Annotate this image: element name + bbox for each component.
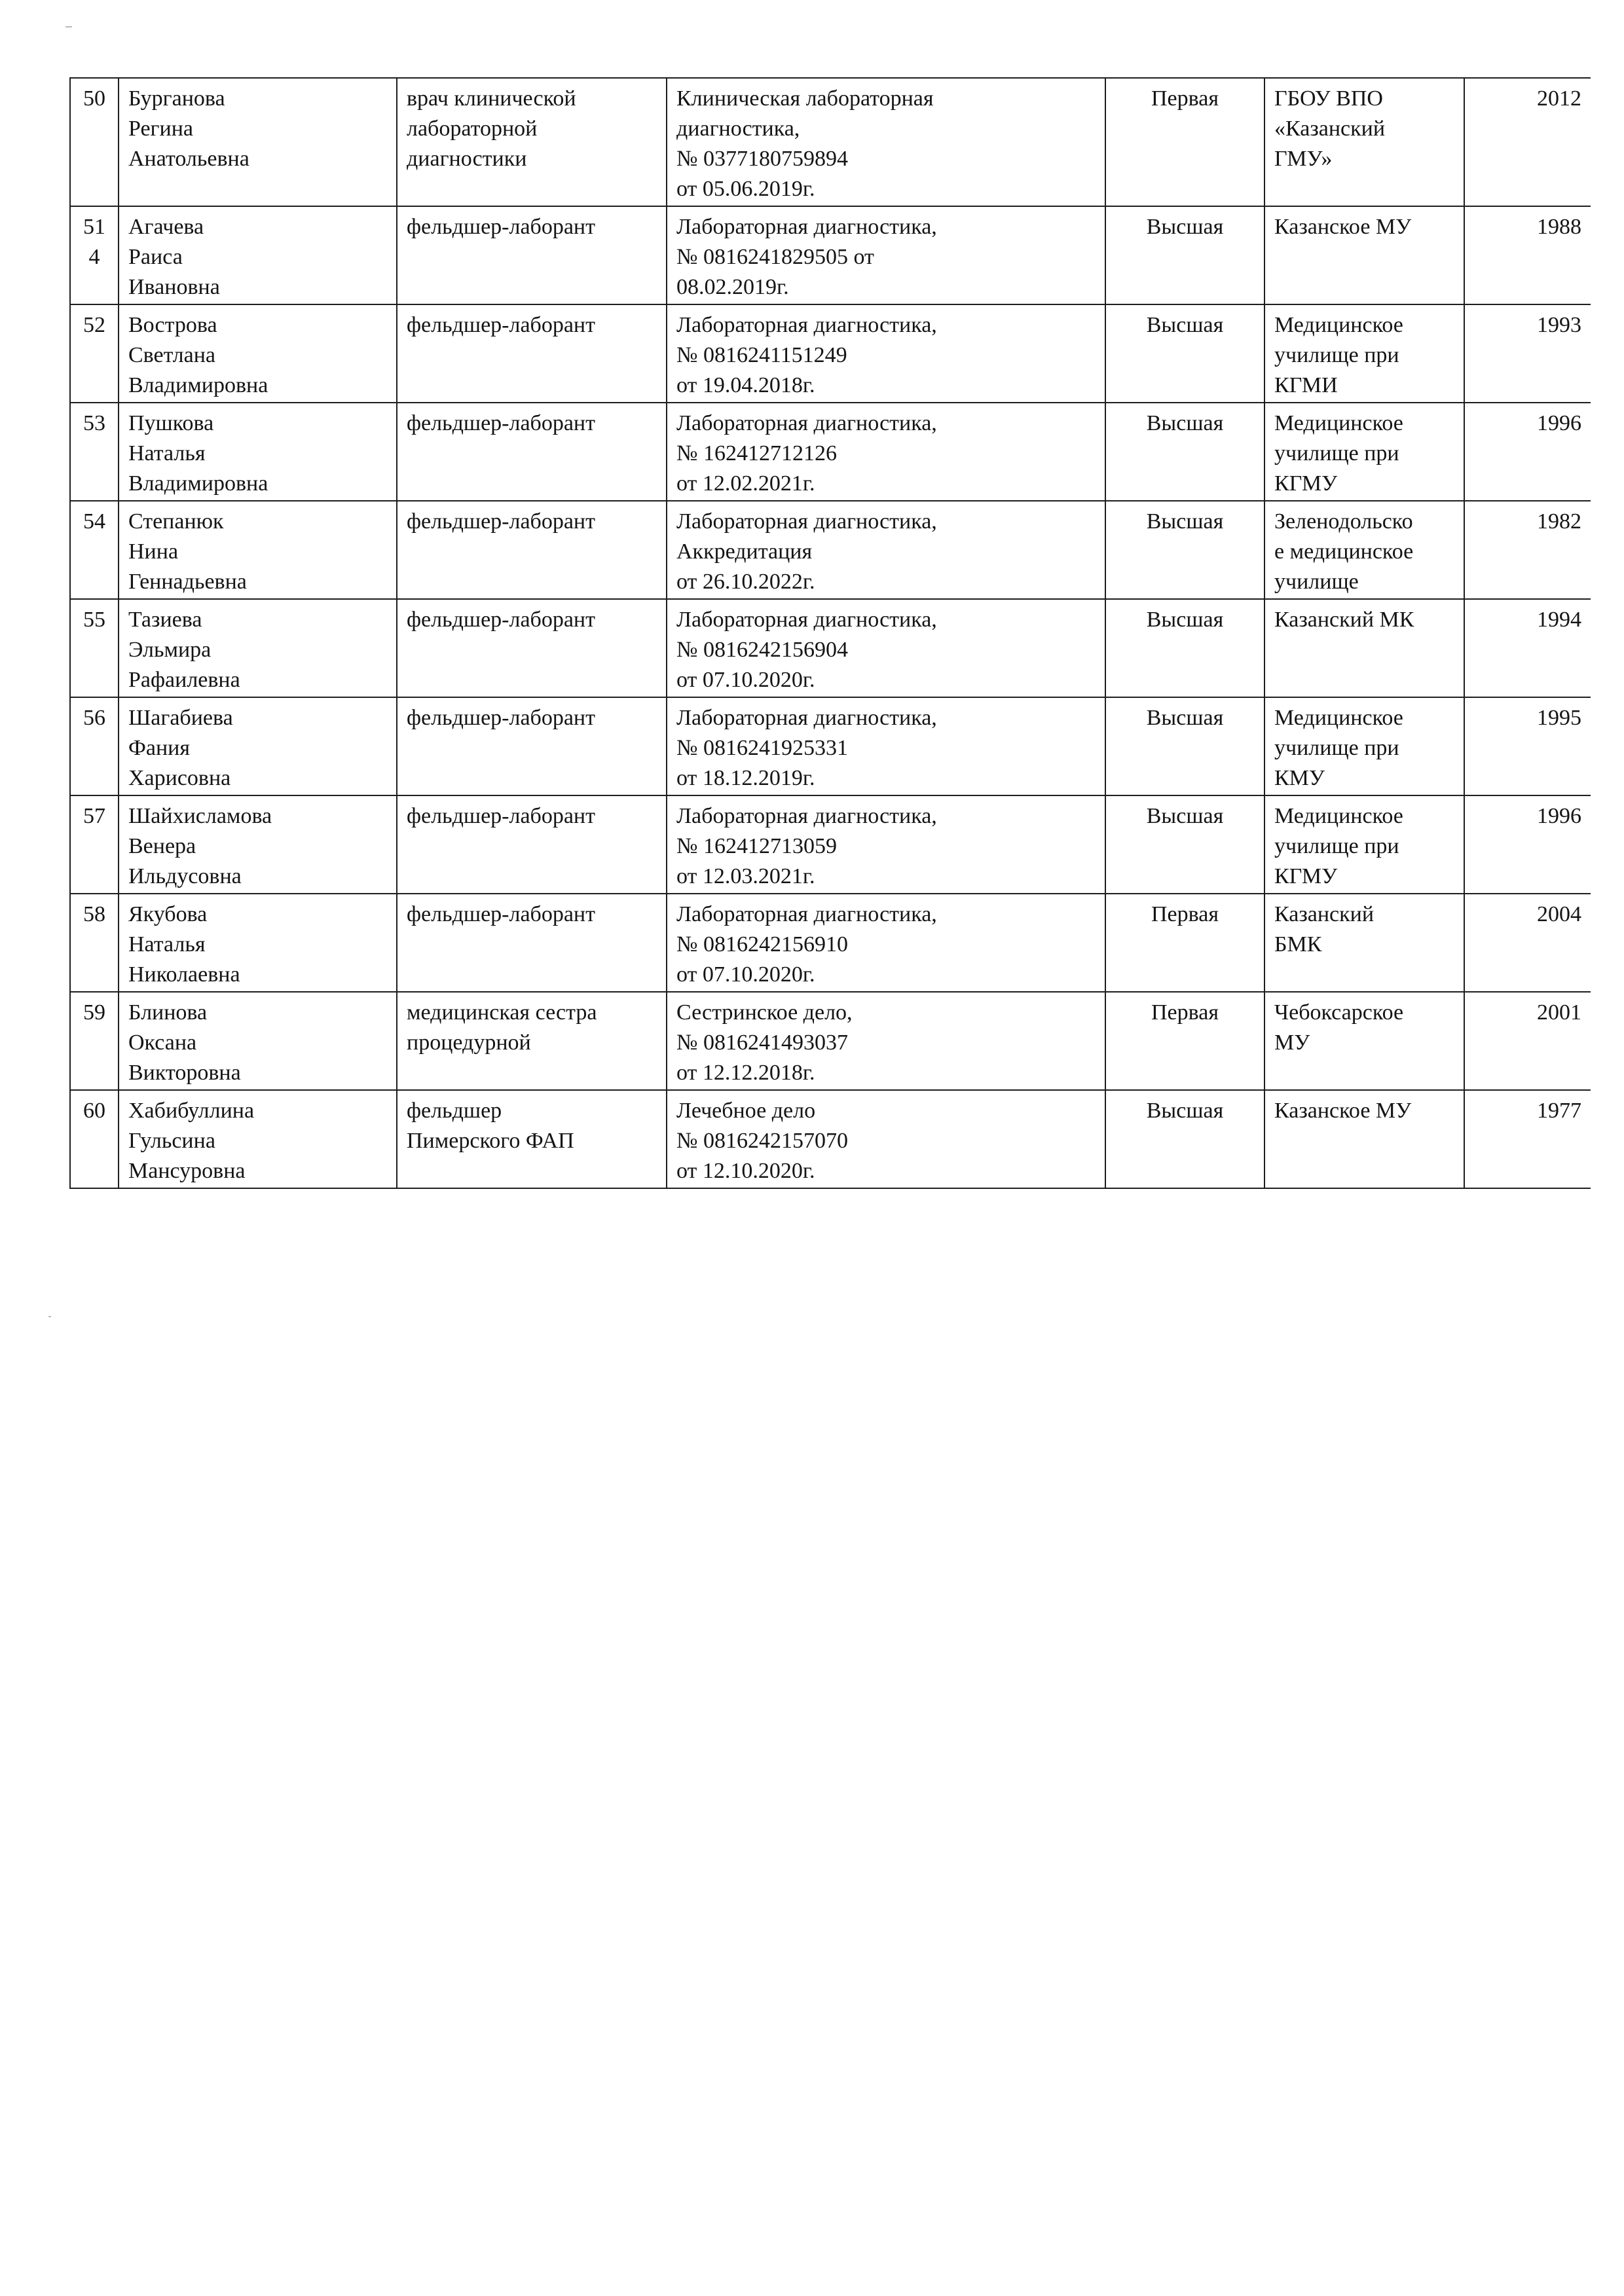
table-row — [70, 501, 1591, 599]
employee-name-line: Мансуровна — [128, 1159, 246, 1183]
education-institution-line: училище при — [1274, 834, 1399, 858]
employee-certificate-line: Сестринское дело, — [676, 1000, 853, 1025]
education-institution-line: Медицинское — [1274, 706, 1403, 730]
qualification-category: Высшая — [1105, 501, 1264, 599]
employee-certificate-line: № 162412713059 — [676, 834, 837, 858]
graduation-year: 1996 — [1464, 795, 1591, 894]
table-row — [70, 992, 1591, 1090]
graduation-year: 1995 — [1464, 697, 1591, 795]
employee-certificate-line: № 0816242157070 — [676, 1129, 848, 1153]
employee-certificate-line: диагностика, — [676, 117, 800, 141]
education-institution — [1264, 697, 1464, 795]
employee-name-line: Шагабиева — [128, 706, 233, 730]
employee-certificate-line: Лабораторная диагностика, — [676, 411, 937, 435]
employee-certificate — [667, 697, 1105, 795]
row-number: 52 — [70, 304, 119, 403]
graduation-year: 1994 — [1464, 599, 1591, 697]
employee-certificate-line: от 26.10.2022г. — [676, 570, 815, 594]
employee-name — [119, 304, 397, 403]
employee-certificate — [667, 78, 1105, 206]
employee-name-line: Ивановна — [128, 275, 220, 299]
employee-name — [119, 697, 397, 795]
employee-name-line: Фания — [128, 736, 190, 760]
employee-certificate-line: Аккредитация — [676, 539, 813, 564]
graduation-year: 1996 — [1464, 403, 1591, 501]
employee-certificate-line: 08.02.2019г. — [676, 275, 789, 299]
education-institution-line: училище при — [1274, 736, 1399, 760]
employee-name-line: Владимировна — [128, 373, 268, 397]
employee-certificate — [667, 599, 1105, 697]
employee-position — [397, 795, 667, 894]
employee-name-line: Харисовна — [128, 766, 231, 790]
employee-name-line: Нина — [128, 539, 179, 564]
employee-certificate — [667, 403, 1105, 501]
employee-name-line: Якубова — [128, 902, 208, 926]
employee-position — [397, 501, 667, 599]
education-institution-line: «Казанский — [1274, 117, 1386, 141]
employee-position-line: врач клинической — [407, 86, 576, 111]
employee-name-line: Оксана — [128, 1030, 197, 1055]
employee-certificate — [667, 1090, 1105, 1188]
qualification-category: Высшая — [1105, 403, 1264, 501]
employee-name-line: Агачева — [128, 215, 204, 239]
table-row — [70, 1090, 1591, 1188]
employee-certificate-line: от 12.03.2021г. — [676, 864, 815, 888]
education-institution — [1264, 206, 1464, 304]
employee-certificate-line: Лабораторная диагностика, — [676, 804, 937, 828]
employee-certificate-line: от 07.10.2020г. — [676, 668, 815, 692]
employee-position-line: процедурной — [407, 1030, 531, 1055]
employee-name-line: Эльмира — [128, 638, 212, 662]
employee-certificate-line: Лечебное дело — [676, 1099, 816, 1123]
table-row — [70, 697, 1591, 795]
education-institution-line: училище при — [1274, 343, 1399, 367]
employee-name — [119, 1090, 397, 1188]
employee-name-line: Венера — [128, 834, 196, 858]
employee-name — [119, 894, 397, 992]
employee-name-line: Николаевна — [128, 962, 240, 987]
table-row — [70, 599, 1591, 697]
education-institution — [1264, 599, 1464, 697]
employee-name — [119, 501, 397, 599]
qualification-category: Первая — [1105, 894, 1264, 992]
employee-name-line: Наталья — [128, 932, 206, 957]
qualification-category: Высшая — [1105, 206, 1264, 304]
employee-name-line: Пушкова — [128, 411, 214, 435]
education-institution — [1264, 304, 1464, 403]
employee-certificate-line: Лабораторная диагностика, — [676, 902, 937, 926]
employee-position-line: диагностики — [407, 147, 527, 171]
employee-certificate-line: от 18.12.2019г. — [676, 766, 815, 790]
employee-position-line: фельдшер-лаборант — [407, 902, 595, 926]
employee-certificate-line: № 0816241925331 — [676, 736, 848, 760]
education-institution — [1264, 1090, 1464, 1188]
employee-position-line: фельдшер-лаборант — [407, 215, 595, 239]
table-row — [70, 206, 1591, 304]
education-institution-line: КГМУ — [1274, 864, 1338, 888]
employee-name-line: Степанюк — [128, 509, 224, 534]
education-institution-line: Медицинское — [1274, 411, 1403, 435]
employee-position — [397, 304, 667, 403]
education-institution-line: ГБОУ ВПО — [1274, 86, 1383, 111]
education-institution-line: Казанское МУ — [1274, 215, 1412, 239]
employee-certificate — [667, 795, 1105, 894]
education-institution — [1264, 992, 1464, 1090]
education-institution-line: Медицинское — [1274, 313, 1403, 337]
employee-name — [119, 78, 397, 206]
graduation-year: 1982 — [1464, 501, 1591, 599]
employee-name-line: Блинова — [128, 1000, 208, 1025]
employee-name-line: Раиса — [128, 245, 183, 269]
employee-name-line: Тазиева — [128, 608, 202, 632]
staff-table-body — [70, 78, 1591, 1188]
graduation-year: 1993 — [1464, 304, 1591, 403]
employee-certificate-line: № 0377180759894 — [676, 147, 848, 171]
employee-name — [119, 795, 397, 894]
education-institution-line: Медицинское — [1274, 804, 1403, 828]
employee-position-line: фельдшер-лаборант — [407, 313, 595, 337]
qualification-category: Первая — [1105, 992, 1264, 1090]
employee-position — [397, 206, 667, 304]
qualification-category: Высшая — [1105, 304, 1264, 403]
employee-position-line: фельдшер-лаборант — [407, 706, 595, 730]
employee-certificate-line: Лабораторная диагностика, — [676, 313, 937, 337]
qualification-category: Высшая — [1105, 599, 1264, 697]
employee-certificate-line: Клиническая лабораторная — [676, 86, 934, 111]
employee-certificate-line: от 19.04.2018г. — [676, 373, 815, 397]
education-institution-line: КГМИ — [1274, 373, 1338, 397]
employee-position-line: фельдшер — [407, 1099, 502, 1123]
employee-name — [119, 403, 397, 501]
employee-certificate-line: Лабораторная диагностика, — [676, 706, 937, 730]
row-number: 55 — [70, 599, 119, 697]
employee-certificate-line: Лабораторная диагностика, — [676, 608, 937, 632]
table-row — [70, 304, 1591, 403]
employee-name — [119, 206, 397, 304]
education-institution-line: КМУ — [1274, 766, 1325, 790]
qualification-category: Высшая — [1105, 1090, 1264, 1188]
employee-position-line: фельдшер-лаборант — [407, 608, 595, 632]
employee-name-line: Вострова — [128, 313, 217, 337]
employee-certificate — [667, 894, 1105, 992]
employee-name-line: Регина — [128, 117, 193, 141]
graduation-year: 2001 — [1464, 992, 1591, 1090]
row-number: 60 — [70, 1090, 119, 1188]
graduation-year: 2012 — [1464, 78, 1591, 206]
graduation-year: 1988 — [1464, 206, 1591, 304]
row-number — [70, 206, 119, 304]
employee-name-line: Наталья — [128, 441, 206, 465]
employee-position-line: Пимерского ФАП — [407, 1129, 574, 1153]
employee-certificate — [667, 304, 1105, 403]
row-number: 54 — [70, 501, 119, 599]
employee-certificate-line: от 05.06.2019г. — [676, 177, 815, 201]
education-institution-line: ГМУ» — [1274, 147, 1333, 171]
employee-position-line: лабораторной — [407, 117, 538, 141]
employee-name-line: Владимировна — [128, 471, 268, 496]
education-institution — [1264, 894, 1464, 992]
education-institution — [1264, 403, 1464, 501]
employee-certificate-line: от 12.02.2021г. — [676, 471, 815, 496]
employee-certificate-line: № 162412712126 — [676, 441, 837, 465]
employee-name-line: Викторовна — [128, 1061, 241, 1085]
education-institution-line: е медицинское — [1274, 539, 1414, 564]
employee-position — [397, 78, 667, 206]
education-institution-line: Чебоксарское — [1274, 1000, 1404, 1025]
employee-name-line: Гульсина — [128, 1129, 215, 1153]
employee-certificate-line: от 12.10.2020г. — [676, 1159, 815, 1183]
employee-position-line: медицинская сестра — [407, 1000, 597, 1025]
employee-name-line: Хабибуллина — [128, 1099, 255, 1123]
employee-certificate — [667, 992, 1105, 1090]
education-institution-line: БМК — [1274, 932, 1322, 957]
table-row — [70, 795, 1591, 894]
qualification-category: Высшая — [1105, 697, 1264, 795]
education-institution-line: Казанское МУ — [1274, 1099, 1412, 1123]
row-number: 50 — [70, 78, 119, 206]
employee-name — [119, 599, 397, 697]
employee-name-line: Бурганова — [128, 86, 225, 111]
education-institution-line: Казанский — [1274, 902, 1375, 926]
row-number: 59 — [70, 992, 119, 1090]
employee-certificate — [667, 206, 1105, 304]
employee-name-line: Ильдусовна — [128, 864, 242, 888]
employee-certificate-line: Лабораторная диагностика, — [676, 509, 937, 534]
employee-certificate-line: Лабораторная диагностика, — [676, 215, 937, 239]
education-institution-line: КГМУ — [1274, 471, 1338, 496]
employee-position — [397, 992, 667, 1090]
employee-certificate-line: № 0816241493037 — [676, 1030, 848, 1055]
employee-name-line: Анатольевна — [128, 147, 249, 171]
employee-name-line: Рафаилевна — [128, 668, 240, 692]
table-row — [70, 403, 1591, 501]
graduation-year: 2004 — [1464, 894, 1591, 992]
education-institution-line: Зеленодольско — [1274, 509, 1413, 534]
employee-certificate-line: № 0816241151249 — [676, 343, 847, 367]
employee-position — [397, 403, 667, 501]
employee-name-line: Шайхисламова — [128, 804, 272, 828]
employee-position-line: фельдшер-лаборант — [407, 509, 595, 534]
education-institution-line: училище при — [1274, 441, 1399, 465]
scan-artifact — [65, 26, 72, 27]
education-institution — [1264, 795, 1464, 894]
employee-position — [397, 697, 667, 795]
employee-position-line: фельдшер-лаборант — [407, 411, 595, 435]
scan-artifact — [48, 1316, 51, 1317]
employee-certificate-line: № 0816242156904 — [676, 638, 848, 662]
education-institution-line: МУ — [1274, 1030, 1310, 1055]
employee-certificate — [667, 501, 1105, 599]
employee-name — [119, 992, 397, 1090]
qualification-category: Первая — [1105, 78, 1264, 206]
row-number-text: 51 4 — [83, 215, 105, 269]
employee-name-line: Геннадьевна — [128, 570, 247, 594]
staff-table — [69, 77, 1591, 1189]
education-institution — [1264, 501, 1464, 599]
employee-position — [397, 599, 667, 697]
education-institution — [1264, 78, 1464, 206]
row-number: 56 — [70, 697, 119, 795]
education-institution-line: Казанский МК — [1274, 608, 1414, 632]
row-number: 53 — [70, 403, 119, 501]
row-number: 58 — [70, 894, 119, 992]
employee-certificate-line: № 0816241829505 от — [676, 245, 874, 269]
employee-name-line: Светлана — [128, 343, 215, 367]
employee-position — [397, 894, 667, 992]
employee-position-line: фельдшер-лаборант — [407, 804, 595, 828]
employee-certificate-line: от 07.10.2020г. — [676, 962, 815, 987]
table-row — [70, 78, 1591, 206]
employee-certificate-line: от 12.12.2018г. — [676, 1061, 815, 1085]
graduation-year: 1977 — [1464, 1090, 1591, 1188]
qualification-category: Высшая — [1105, 795, 1264, 894]
education-institution-line: училище — [1274, 570, 1359, 594]
table-row — [70, 894, 1591, 992]
employee-certificate-line: № 0816242156910 — [676, 932, 848, 957]
row-number: 57 — [70, 795, 119, 894]
employee-position — [397, 1090, 667, 1188]
